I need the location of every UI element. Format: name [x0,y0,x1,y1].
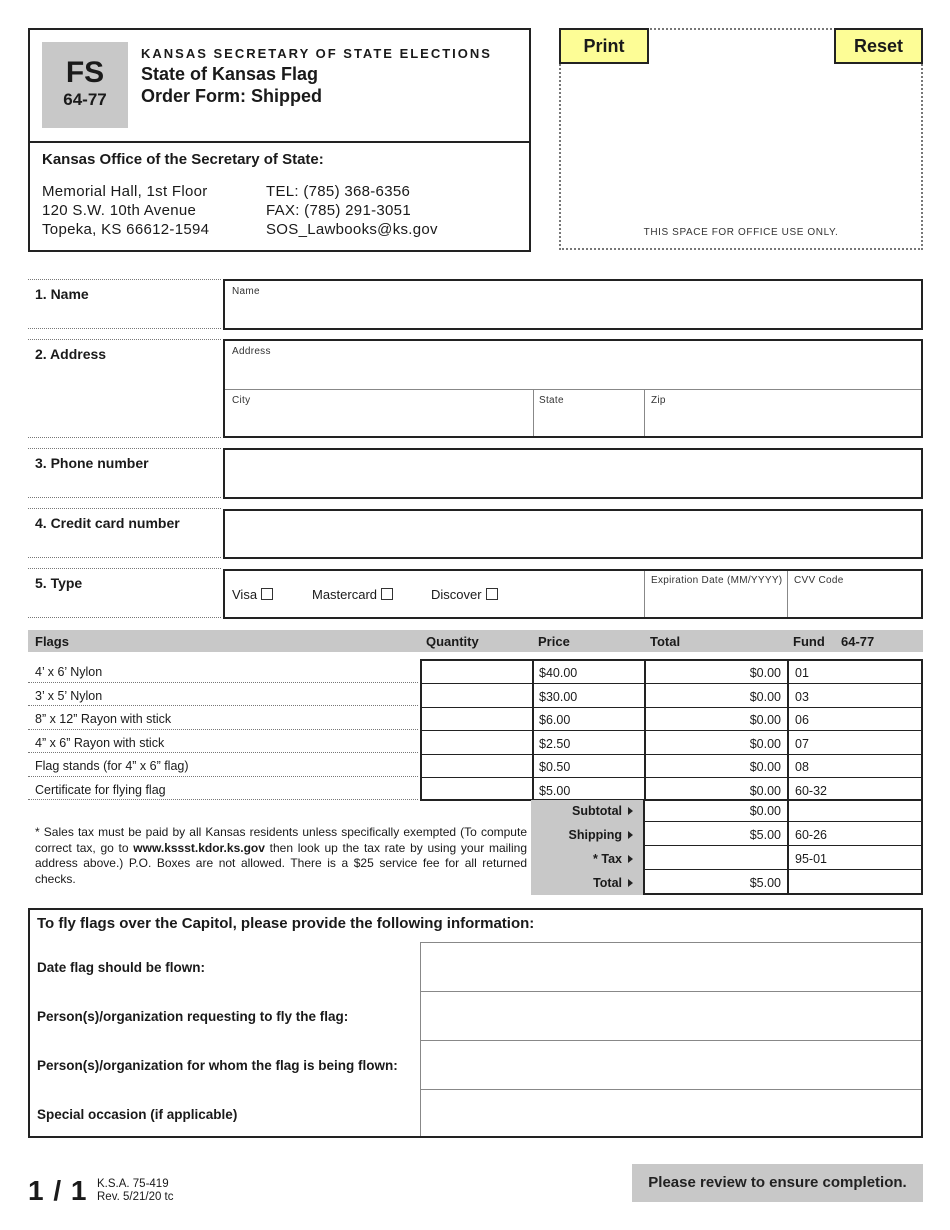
price-cell: $2.50 [539,736,571,751]
expiration-caption: Expiration Date (MM/YYYY) [651,575,783,586]
revision-line: Rev. 5/21/20 tc [97,1191,174,1203]
flag-item-label: 3’ x 5’ Nylon [28,683,418,707]
flag-item-label: 4” x 6” Rayon with stick [28,730,418,754]
form-title: State of Kansas Flag [141,64,319,84]
grid-divider [645,821,921,822]
name-caption: Name [232,286,260,297]
subtotal-label [572,804,633,818]
address-caption: Address [232,346,271,357]
name-section-label: 1. Name [28,279,221,329]
summary-grid [643,799,923,895]
flag-item-label: Certificate for flying flag [28,777,418,801]
form-code-badge [42,42,128,128]
shipping-fund: 60-26 [795,828,827,842]
phone-input[interactable] [223,448,923,499]
fund-cell: 07 [795,736,809,751]
capitol-section-title: To fly flags over the Capitol, please provide the following information: [37,915,535,932]
address-line: Memorial Hall, 1st Floor [42,183,208,200]
requester-input[interactable] [421,992,921,1040]
tax-label [593,852,633,866]
page-number: 1 / 1 [28,1175,88,1206]
total-label-text: Total [593,876,622,890]
discover-label: Discover [431,587,482,602]
tax-note-text: * Sales tax must be paid by all Kansas residents unless specifically exempted (To compute correct tax, go to [35,825,527,855]
total-cell: $0.00 [749,760,781,774]
fund-code: 64-77 [841,634,875,649]
price-cell: $30.00 [539,689,578,704]
quantity-input[interactable] [422,731,531,753]
visa-option[interactable] [232,587,273,602]
price-cell: $5.00 [539,783,571,798]
triangle-right-icon [628,855,633,863]
fund-cell: 08 [795,760,809,774]
office-heading: Kansas Office of the Secretary of State: [42,151,324,168]
fund-cell: 03 [795,689,809,704]
shipping-label-text: Shipping [568,828,622,842]
triangle-right-icon [628,831,633,839]
price-cell: $40.00 [539,666,578,680]
total-column-header: Total [650,634,681,649]
card-type-block [223,569,923,619]
total-cell: $0.00 [749,736,781,751]
mastercard-label: Mastercard [312,587,378,602]
credit-card-input[interactable] [223,509,923,559]
address-section-label: 2. Address [28,339,221,438]
visa-label: Visa [232,587,258,602]
address-line: 120 S.W. 10th Avenue [42,202,197,219]
sales-tax-note [35,825,527,887]
street-address-input[interactable] [225,341,923,388]
price-cell: $6.00 [539,713,571,727]
quantity-input[interactable] [422,708,531,730]
shipping-value: $5.00 [749,828,781,842]
fax-line: FAX: (785) 291-3051 [266,202,411,219]
requester-label: Person(s)/organization requesting to fly the flag: [37,1009,349,1024]
zip-input[interactable] [645,390,923,436]
visa-checkbox[interactable] [261,588,273,600]
quantity-input[interactable] [422,684,531,706]
summary-labels [531,800,643,895]
statute-reference [97,1178,174,1204]
tax-rate-link[interactable]: www.kssst.kdor.ks.gov [133,840,265,855]
name-field[interactable] [223,279,923,330]
state-input[interactable] [534,390,643,436]
form-subtitle: Order Form: Shipped [141,86,323,106]
mastercard-checkbox[interactable] [381,588,393,600]
address-line: Topeka, KS 66612-1594 [42,221,210,238]
flag-item-label: 8” x 12” Rayon with stick [28,706,418,730]
fund-cell: 06 [795,713,809,727]
price-cell: $0.50 [539,760,571,774]
agency-name: KANSAS SECRETARY OF STATE ELECTIONS [141,46,492,61]
total-cell: $0.00 [749,783,781,798]
flag-item-label: Flag stands (for 4” x 6” flag) [28,753,418,777]
total-cell: $0.00 [749,689,781,704]
tax-note-text: then look up the tax rate by using your mailing address above.) P.O. Boxes are not allowed. There is a $25 service fee for all returned checks. [35,840,527,886]
flag-table-header [28,630,923,652]
reset-button[interactable]: Reset [834,28,923,64]
office-use-area [559,28,923,250]
honoree-input[interactable] [421,1041,921,1089]
zip-caption: Zip [651,395,666,406]
expiration-input[interactable] [645,571,786,617]
form-code: FS [65,56,105,89]
quantity-input[interactable] [422,661,531,683]
office-contact [266,182,438,239]
quantity-input[interactable] [422,755,531,777]
flags-column-header: Flags [35,634,69,649]
cvv-caption: CVV Code [794,575,844,586]
triangle-right-icon [628,807,633,815]
quantity-input[interactable] [422,778,531,800]
card-type-section-label: 5. Type [28,568,221,618]
form-number: 64-77 [63,90,107,109]
grid-divider [645,869,921,870]
tax-fund: 95-01 [795,852,827,866]
price-column-header: Price [538,634,570,649]
subtotal-label-text: Subtotal [572,804,622,818]
grid-divider [787,799,789,893]
total-cell: $0.00 [749,713,781,727]
review-notice: Please review to ensure completion. [632,1164,923,1202]
triangle-right-icon [628,879,633,887]
form-header [28,28,531,252]
date-flown-input[interactable] [421,943,921,991]
state-caption: State [539,395,564,406]
ksa-line: K.S.A. 75-419 [97,1178,169,1190]
total-cell: $0.00 [749,666,781,680]
capitol-answer-column [420,942,921,1136]
address-block [223,339,923,438]
header-divider [30,141,529,143]
email-line: SOS_Lawbooks@ks.gov [266,221,438,238]
fund-cell: 01 [795,666,809,680]
fund-column-header: Fund [793,634,825,649]
total-label [593,876,633,890]
city-caption: City [232,395,251,406]
tax-label-text: * Tax [593,852,622,866]
total-value: $5.00 [749,876,781,890]
flag-item-label: 4’ x 6’ Nylon [28,659,418,683]
grid-divider [645,845,921,846]
date-flown-label: Date flag should be flown: [37,960,205,975]
honoree-label: Person(s)/organization for whom the flag is being flown: [37,1058,398,1073]
office-address [42,182,209,239]
phone-section-label: 3. Phone number [28,448,221,498]
fund-cell: 60-32 [795,783,827,798]
print-button[interactable]: Print [559,28,649,64]
phone-line: TEL: (785) 368-6356 [266,183,411,200]
cvv-input[interactable] [788,571,923,617]
city-input[interactable] [225,390,532,436]
credit-card-section-label: 4. Credit card number [28,508,221,558]
subtotal-value: $0.00 [749,804,781,818]
office-use-note: THIS SPACE FOR OFFICE USE ONLY. [643,227,839,238]
discover-option[interactable] [431,587,498,602]
quantity-column-header: Quantity [426,634,479,649]
discover-checkbox[interactable] [486,588,498,600]
occasion-label: Special occasion (if applicable) [37,1107,238,1122]
shipping-label [569,828,633,842]
mastercard-option[interactable] [312,587,393,602]
flag-table-grid [420,659,923,801]
capitol-flag-section [28,908,923,1138]
occasion-input[interactable] [421,1090,921,1137]
